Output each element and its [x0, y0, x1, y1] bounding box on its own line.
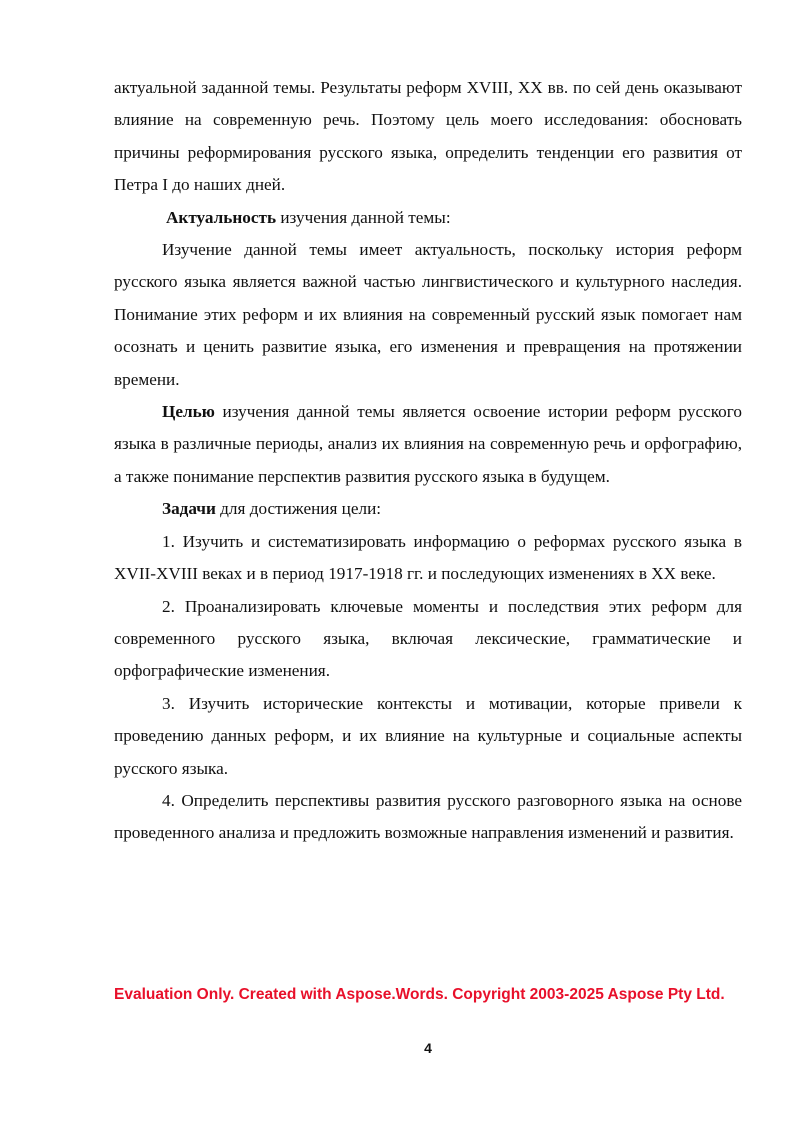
evaluation-watermark: Evaluation Only. Created with Aspose.Words. Copyright 2003-2025 Aspose Pty Ltd. [114, 986, 725, 1003]
relevance-heading-bold: Актуальность [166, 207, 277, 227]
relevance-paragraph: Изучение данной темы имеет актуальность, поскольку история реформ русского языка является важной частью лингвистического и культурного наследия. Понимание этих реформ и их влияния на современный русский язык помогает нам осознать и ценить развитие языка, его изменения и превращения на протяжении времени. [114, 240, 742, 389]
tasks-rest: для достижения цели: [215, 499, 382, 519]
goal-bold: Целью [162, 402, 215, 422]
tasks-heading [114, 493, 742, 525]
task-item-2: 2. Проанализировать ключевые моменты и последствия этих реформ для современного русского языка, включая лексические, грамматические и орфографические изменения. [114, 596, 742, 681]
body-text [114, 72, 742, 850]
task-item-1: 1. Изучить и систематизировать информацию о реформах русского языка в XVII-XVIII веках и в период 1917-1918 гг. и последующих изменениях в XX веке. [114, 531, 742, 584]
goal-rest: изучения данной темы является освоение истории реформ русского языка в различные периоды, анализ их влияния на современную речь и орфографию, а также понимание перспектив развития русского языка в будущем. [114, 402, 742, 486]
tasks-bold: Задачи [162, 499, 216, 519]
relevance-heading [114, 202, 742, 234]
task-item-3: 3. Изучить исторические контексты и мотивации, которые привели к проведению данных реформ, и их влияние на культурные и социальные аспекты русского языка. [114, 693, 742, 778]
relevance-heading-rest: изучения данной темы: [276, 207, 451, 227]
task-item-4: 4. Определить перспективы развития русского разговорного языка на основе проведенного анализа и предложить возможные направления изменений и развития. [114, 790, 742, 843]
page-number: 4 [424, 1040, 432, 1056]
intro-paragraph: актуальной заданной темы. Результаты реформ XVIII, XX вв. по сей день оказывают влияние на современную речь. Поэтому цель моего исследования: обосновать причины реформирования русского языка, определить тенденции его развития от Петра I до наших дней. [114, 78, 742, 195]
goal-paragraph [114, 396, 742, 493]
